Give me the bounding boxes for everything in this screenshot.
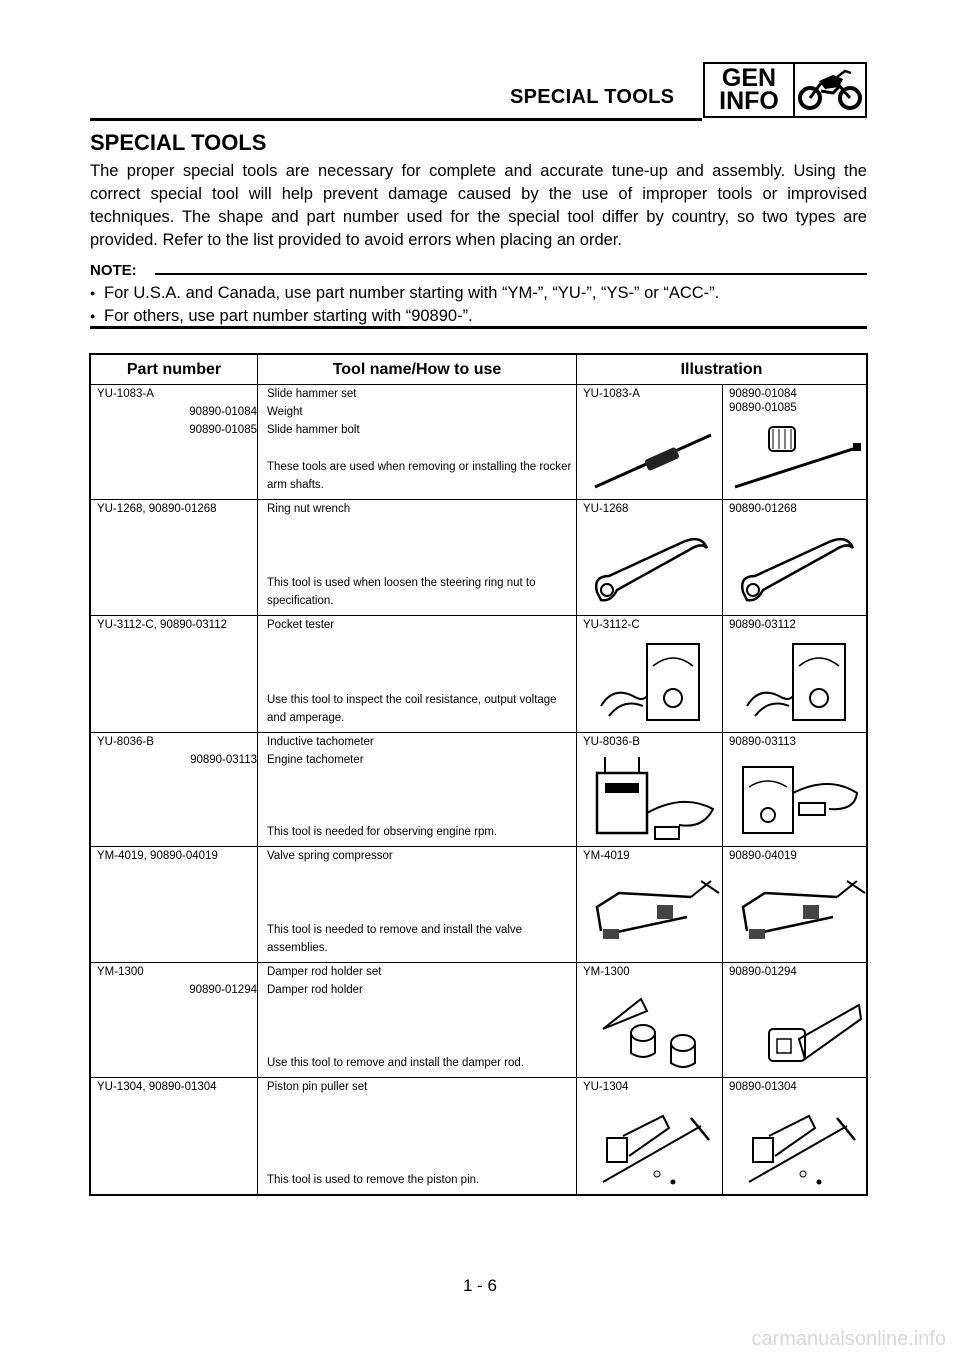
inductive-tachometer-illustration — [583, 753, 723, 847]
piston-pin-puller-illustration — [583, 1098, 723, 1192]
part-number-cell — [97, 616, 257, 634]
part-number-cell — [97, 733, 257, 769]
part-number-alt: 90890-01085 — [189, 424, 257, 436]
tool-usage: Use this tool to inspect the coil resistance, output voltage and amperage. — [267, 694, 557, 724]
illustration-cell — [583, 616, 728, 733]
tool-cell — [267, 616, 572, 733]
tool-name: Slide hammer bolt — [267, 424, 360, 436]
tool-cell — [267, 963, 572, 1078]
table-row — [91, 962, 866, 1078]
note-list — [90, 282, 867, 328]
part-number-alt: 90890-01084 — [189, 406, 257, 418]
illustration-label: 90890-03112 — [729, 619, 796, 631]
part-number-cell — [97, 963, 257, 999]
tool-name: Inductive tachometer — [267, 736, 374, 748]
damper-rod-holder-illustration — [583, 983, 723, 1075]
badge-line-1: GEN — [721, 64, 777, 92]
part-number: YU-1268, 90890-01268 — [97, 503, 217, 515]
tool-name: Ring nut wrench — [267, 503, 351, 515]
tool-usage: Use this tool to remove and install the damper rod. — [267, 1057, 524, 1069]
note-item: ● For others, use part number starting with “90890-”. — [90, 305, 867, 328]
page-number: 1 - 6 — [462, 1276, 498, 1295]
header-rule — [90, 118, 702, 121]
tool-name: Damper rod holder set — [267, 966, 382, 978]
valve-spring-compressor-illustration — [583, 867, 723, 959]
part-number: YU-8036-B — [97, 736, 154, 748]
illustration-label: 90890-01084 — [729, 388, 797, 400]
col-header-part-number: Part number — [126, 360, 222, 378]
tool-name: Damper rod holder — [267, 984, 363, 996]
tool-name: Engine tachometer — [267, 754, 364, 766]
tool-usage: This tool is needed for observing engine rpm. — [267, 826, 498, 838]
illustration-label: YU-8036-B — [583, 736, 640, 748]
part-number: YM-1300 — [97, 966, 144, 978]
tool-usage: This tool is used to remove the piston pin. — [267, 1174, 480, 1186]
badge-line-2: INFO — [719, 87, 779, 115]
table-row — [91, 615, 866, 733]
illustration-label: YM-4019 — [583, 850, 630, 862]
tool-cell — [267, 733, 572, 847]
part-number-alt: 90890-01294 — [189, 984, 257, 996]
tool-cell — [267, 500, 572, 616]
illustration-cell — [729, 847, 874, 963]
engine-tachometer-illustration — [729, 753, 869, 847]
ring-nut-wrench-illustration — [583, 520, 723, 612]
part-number: YM-4019, 90890-04019 — [97, 850, 218, 862]
note-item: ● For U.S.A. and Canada, use part number starting with “YM-”, “YU-”, “YS-” or “ACC-”. — [90, 282, 867, 305]
part-number: YU-1304, 90890-01304 — [97, 1081, 217, 1093]
illustration-label: 90890-01085 — [729, 402, 797, 414]
part-number-alt: 90890-03113 — [190, 754, 257, 766]
col-header-illustration: Illustration — [680, 360, 763, 378]
part-number-cell — [97, 847, 257, 865]
tool-usage: These tools are used when removing or installing the rocker arm shafts. — [267, 461, 572, 491]
col-header-tool-name: Tool name/How to use — [332, 360, 502, 378]
illustration-label: 90890-01268 — [729, 503, 797, 515]
special-tools-table — [89, 353, 868, 1196]
tool-name: Pocket tester — [267, 619, 335, 631]
pocket-tester-illustration — [729, 636, 869, 730]
tool-name: Piston pin puller set — [267, 1081, 368, 1093]
tool-cell — [267, 1078, 572, 1195]
header-title: SPECIAL TOOLS — [510, 86, 675, 108]
illustration-cell — [583, 847, 728, 963]
illustration-label: 90890-04019 — [729, 850, 797, 862]
part-number-cell — [97, 385, 257, 439]
table-row — [91, 732, 866, 847]
damper-rod-holder-illustration — [729, 983, 869, 1075]
part-number: YU-1083-A — [97, 388, 154, 400]
illustration-cell — [583, 500, 728, 616]
illustration-cell — [729, 500, 874, 616]
illustration-cell — [729, 1078, 874, 1195]
table-row — [91, 1077, 866, 1195]
weight-bolt-illustration — [729, 405, 869, 495]
tool-cell — [267, 847, 572, 963]
illustration-cell — [729, 385, 874, 500]
valve-spring-compressor-illustration — [729, 867, 869, 959]
tool-name: Valve spring compressor — [267, 850, 393, 862]
illustration-cell — [729, 963, 874, 1078]
part-number: YU-3112-C, 90890-03112 — [97, 619, 227, 631]
illustration-cell — [729, 733, 874, 847]
illustration-cell — [583, 385, 728, 500]
illustration-label: YU-3112-C — [583, 619, 640, 631]
section-title: SPECIAL TOOLS — [90, 130, 267, 155]
section-badge-text — [705, 64, 795, 116]
tool-usage: This tool is used when loosen the steering ring nut to specification. — [267, 577, 536, 607]
table-row — [91, 846, 866, 963]
tool-usage: This tool is needed to remove and install the valve assemblies. — [267, 924, 523, 954]
illustration-label: 90890-01304 — [729, 1081, 797, 1093]
tool-cell — [267, 385, 572, 500]
illustration-label: 90890-03113 — [729, 736, 796, 748]
illustration-label: YM-1300 — [583, 966, 630, 978]
watermark: carmanualsonline.info — [751, 1328, 946, 1350]
illustration-cell — [729, 616, 874, 733]
illustration-cell — [583, 1078, 728, 1195]
illustration-label: 90890-01294 — [729, 966, 797, 978]
tool-name: Slide hammer set — [267, 388, 357, 400]
part-number-cell — [97, 500, 257, 518]
section-badge — [703, 62, 867, 118]
intro-paragraph: The proper special tools are necessary for complete and accurate tune-up and assembly. Using the correct special tool will help prevent damage caused by the use of improper tools or improvised techniques. The shape and part number used for the special tool differ by country, so two types are provided. Refer to the list provided to avoid errors when placing an order. — [90, 162, 867, 249]
illustration-cell — [583, 733, 728, 847]
note-label: NOTE: — [90, 262, 137, 279]
motorcycle-icon — [795, 64, 865, 116]
ring-nut-wrench-illustration — [729, 520, 869, 612]
slide-hammer-illustration — [583, 405, 723, 495]
part-number-cell — [97, 1078, 257, 1096]
illustration-cell — [583, 963, 728, 1078]
illustration-label: YU-1083-A — [583, 388, 640, 400]
piston-pin-puller-illustration — [729, 1098, 869, 1192]
note-rule-bottom — [90, 326, 867, 329]
table-row — [91, 384, 866, 500]
illustration-label: YU-1304 — [583, 1081, 629, 1093]
table-row — [91, 499, 866, 616]
tool-name: Weight — [267, 406, 303, 418]
illustration-label: YU-1268 — [583, 503, 629, 515]
pocket-tester-illustration — [583, 636, 723, 730]
note-rule-top — [155, 273, 867, 275]
